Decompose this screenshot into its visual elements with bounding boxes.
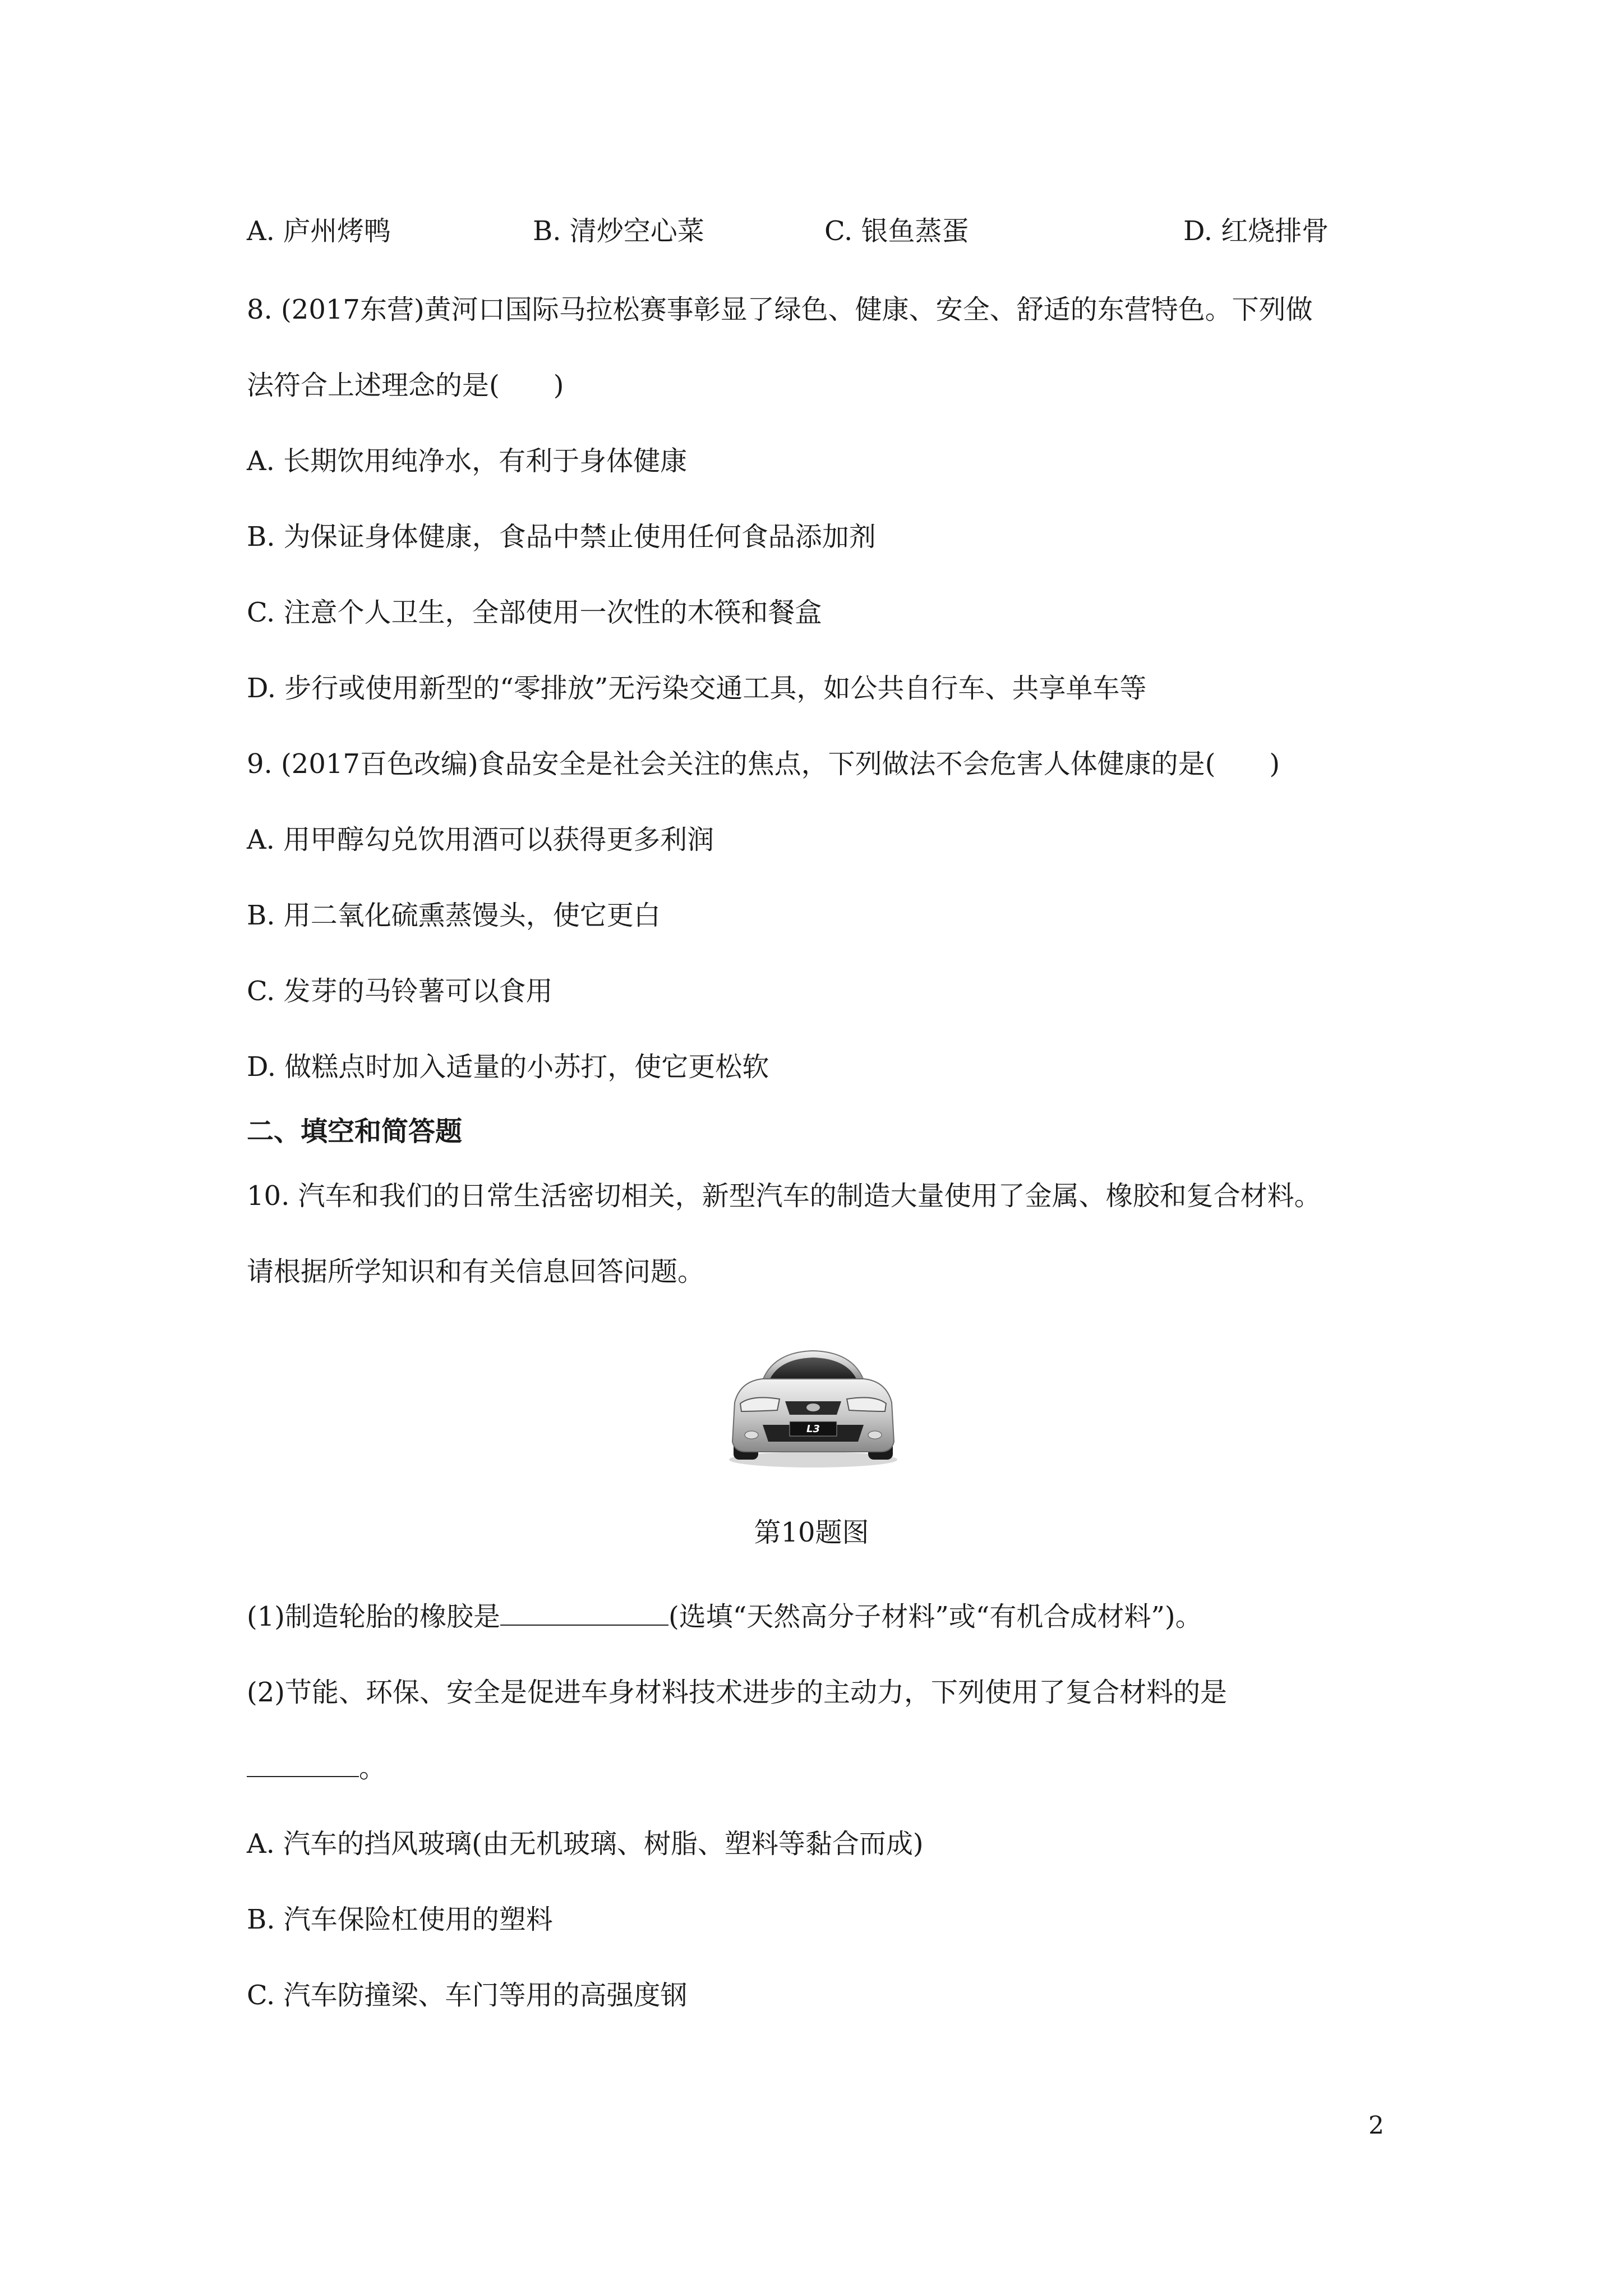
q9-option-b: B. 用二氧化硫熏蒸馒头，使它更白 — [247, 900, 661, 931]
q10-sub2-blank[interactable] — [247, 1751, 359, 1777]
q10-sub2-option-a: A. 汽车的挡风玻璃(由无机玻璃、树脂、塑料等黏合而成) — [247, 1828, 924, 1860]
q10-sub1-prefix: (1)制造轮胎的橡胶是 — [247, 1601, 500, 1632]
q10-sub2-stem: (2)节能、环保、安全是促进车身材料技术进步的主动力，下列使用了复合材料的是 — [247, 1677, 1227, 1708]
q7-option-b: B. 清炒空心菜 — [533, 215, 704, 247]
q8-option-d: D. 步行或使用新型的“零排放”无污染交通工具，如公共自行车、共享单车等 — [247, 673, 1147, 704]
q9-option-c: C. 发芽的马铃薯可以食用 — [247, 976, 553, 1007]
q8-option-c: C. 注意个人卫生，全部使用一次性的木筷和餐盒 — [247, 597, 822, 628]
q10-stem-line2: 请根据所学知识和有关信息回答问题。 — [247, 1256, 705, 1287]
q10-sub2-option-c: C. 汽车防撞梁、车门等用的高强度钢 — [247, 1980, 688, 2011]
page-number: 2 — [1368, 2111, 1384, 2140]
q7-option-a: A. 庐州烤鸭 — [247, 215, 391, 247]
q8-stem-line2: 法符合上述理念的是( ) — [247, 370, 564, 401]
q10-sub1 — [247, 1599, 1202, 1635]
q8-stem-line1: 8. (2017东营)黄河口国际马拉松赛事彰显了绿色、健康、安全、舒适的东营特色。下列做 — [247, 294, 1313, 325]
q7-option-d: D. 红烧排骨 — [1183, 215, 1329, 247]
q10-sub1-suffix: (选填“天然高分子材料”或“有机合成材料”)。 — [668, 1601, 1202, 1632]
q10-stem-line1: 10. 汽车和我们的日常生活密切相关，新型汽车的制造大量使用了金属、橡胶和复合材料。 — [247, 1180, 1321, 1212]
car-figure — [723, 1341, 903, 1470]
q10-sub1-blank[interactable] — [500, 1600, 668, 1626]
q8-option-b: B. 为保证身体健康，食品中禁止使用任何食品添加剂 — [247, 521, 876, 553]
car-badge: L3 — [806, 1423, 820, 1435]
q9-option-a: A. 用甲醇勾兑饮用酒可以获得更多利润 — [247, 824, 714, 855]
q10-sub2-option-b: B. 汽车保险杠使用的塑料 — [247, 1904, 553, 1935]
q9-option-d: D. 做糕点时加入适量的小苏打，使它更松软 — [247, 1051, 769, 1083]
q10-sub2-answer-line — [247, 1750, 386, 1786]
q10-sub2-suffix: 。 — [359, 1752, 386, 1784]
q8-option-a: A. 长期饮用纯净水，有利于身体健康 — [247, 445, 688, 477]
q9-stem: 9. (2017百色改编)食品安全是社会关注的焦点，下列做法不会危害人体健康的是( ) — [247, 748, 1280, 780]
section-heading: 二、填空和简答题 — [247, 1116, 463, 1147]
q7-option-c: C. 银鱼蒸蛋 — [824, 215, 969, 247]
figure-caption: 第10题图 — [754, 1517, 869, 1548]
